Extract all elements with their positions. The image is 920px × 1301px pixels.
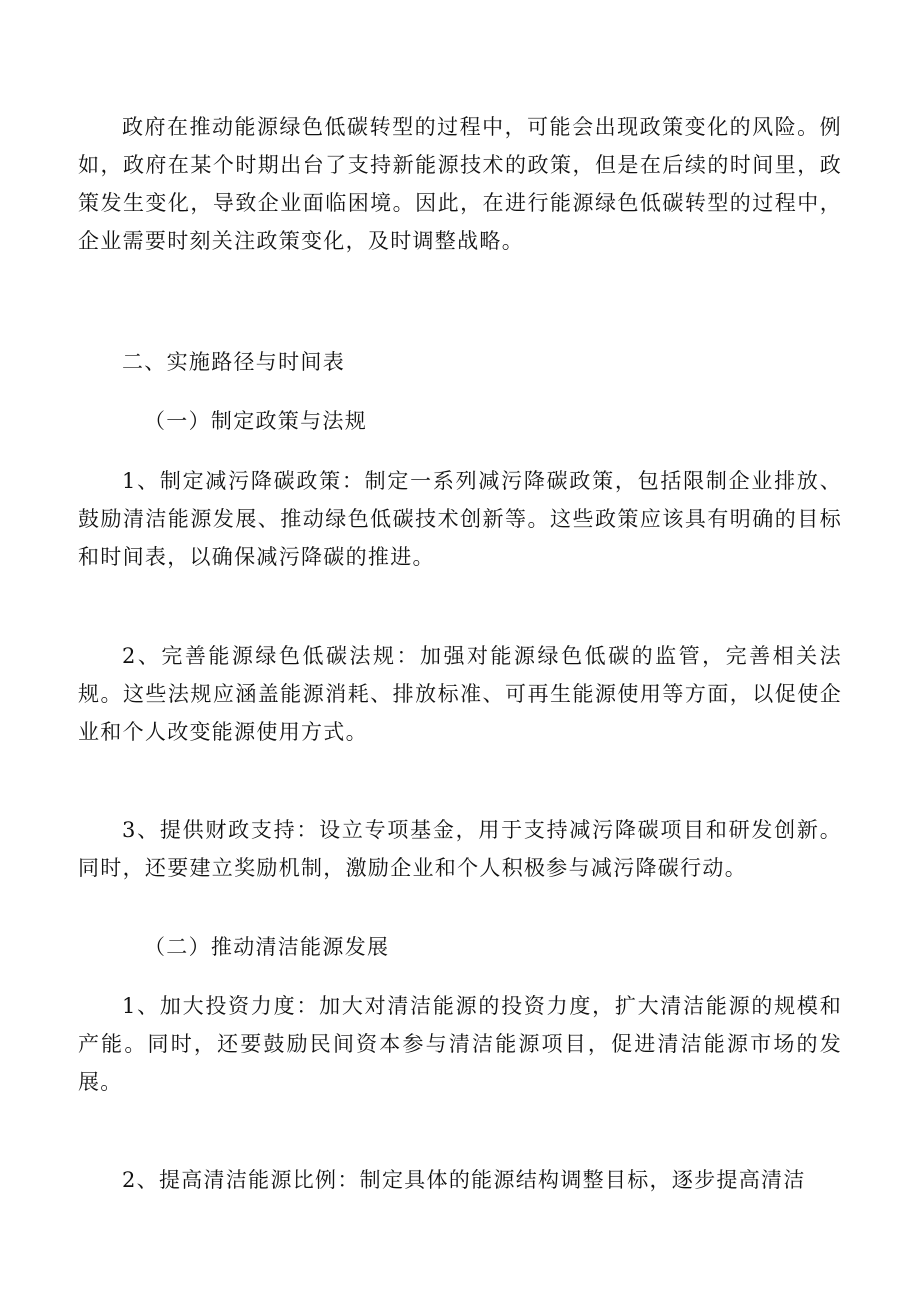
list-item-clean-energy-2: 2、提高清洁能源比例：制定具体的能源结构调整目标，逐步提高清洁 — [122, 1168, 806, 1192]
list-item-policy-1: 1、制定减污降碳政策：制定一系列减污降碳政策，包括限制企业排放、鼓励清洁能源发展、推动绿色低碳技术创新等。这些政策应该具有明确的目标和时间表，以确保减污降碳的推进。 — [78, 469, 842, 569]
list-item-policy-3: 3、提供财政支持：设立专项基金，用于支持减污降碳项目和研发创新。同时，还要建立奖励机制，激励企业和个人积极参与减污降碳行动。 — [78, 818, 842, 880]
subsection-heading-clean-energy: （二）推动清洁能源发展 — [144, 935, 390, 959]
list-item-clean-energy-1: 1、加大投资力度：加大对清洁能源的投资力度，扩大清洁能源的规模和产能。同时，还要鼓励民间资本参与清洁能源项目，促进清洁能源市场的发展。 — [78, 994, 842, 1094]
list-item-policy-2: 2、完善能源绿色低碳法规：加强对能源绿色低碳的监管，完善相关法规。这些法规应涵盖能源消耗、排放标准、可再生能源使用等方面，以促使企业和个人改变能源使用方式。 — [78, 644, 842, 744]
intro-paragraph: 政府在推动能源绿色低碳转型的过程中，可能会出现政策变化的风险。例如，政府在某个时期出台了支持新能源技术的政策，但是在后续的时间里，政策发生变化，导致企业面临困境。因此，在进行能源绿色低碳转型的过程中，企业需要时刻关注政策变化，及时调整战略。 — [78, 115, 842, 253]
section-heading: 二、实施路径与时间表 — [122, 350, 345, 374]
subsection-heading-policy: （一）制定政策与法规 — [144, 409, 367, 433]
